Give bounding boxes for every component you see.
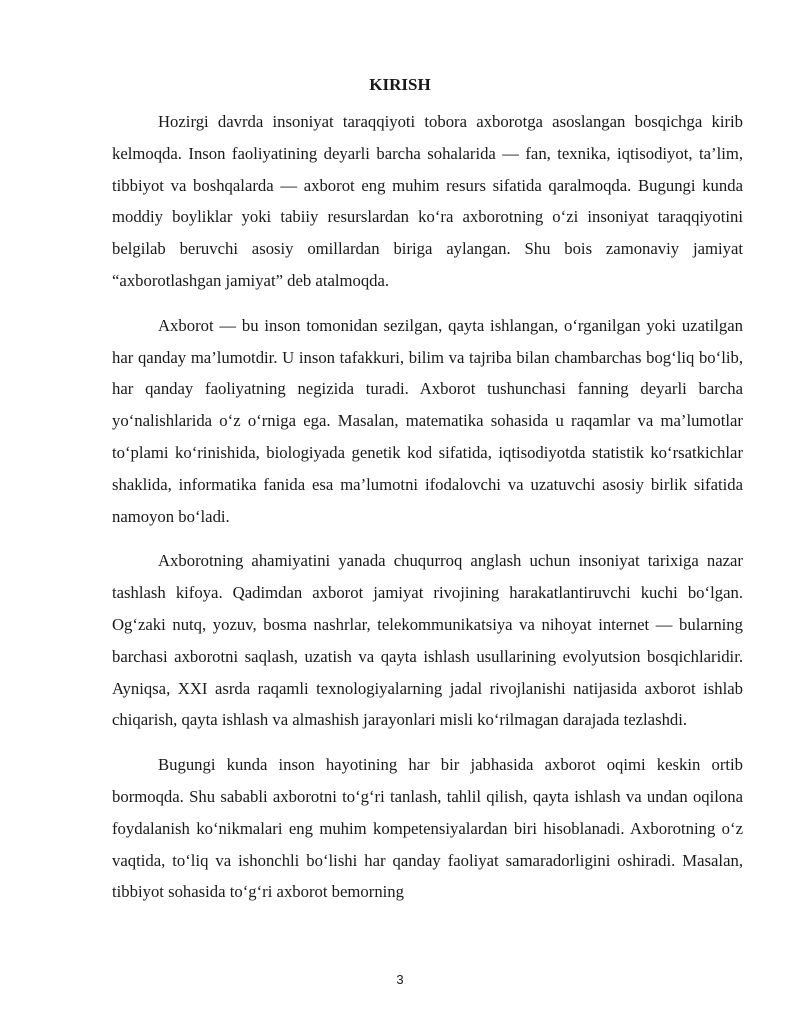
paragraph-4: Bugungi kunda inson hayotining har bir jabhasida axborot oqimi keskin ortib bormoqda. Shu sababli axborotni to‘g‘ri tanlash, tahlil qilish, qayta ishlash va undan oqilona foydalanish ko‘nikmalari eng muhim kompetensiyalardan biri hisoblanadi. Axborotning o‘z vaqtida, to‘liq va ishonchli bo‘lishi har qanday faoliyat samaradorligini oshiradi. Masalan, tibbiyot sohasida to‘g‘ri axborot bemorning <box>112 755 743 902</box>
paragraph-3: Axborotning ahamiyatini yanada chuqurroq anglash uchun insoniyat tarixiga nazar tashlash kifoya. Qadimdan axborot jamiyat rivojining harakatlantiruvchi kuchi bo‘lgan. Og‘zaki nutq, yozuv, bosma nashrlar, telekommunikatsiya va nihoyat internet — bularning barchasi axborotni saqlash, uzatish va qayta ishlash usullarining evolyutsion bosqichlaridir. Ayniqsa, XXI asrda raqamli texnologiyalarning jadal rivojlanishi natijasida axborot ishlab chiqarish, qayta ishlash va almashish jarayonlari misli ko‘rilmagan darajada tezlashdi. <box>112 551 743 730</box>
document-body <box>112 106 743 921</box>
paragraph-1: Hozirgi davrda insoniyat taraqqiyoti tobora axborotga asoslangan bosqichga kirib kelmoqda. Inson faoliyatining deyarli barcha sohalarida — fan, texnika, iqtisodiyot, ta’lim, tibbiyot va boshqalarda — axborot eng muhim resurs sifatida qaralmoqda. Bugungi kunda moddiy boyliklar yoki tabiiy resurslardan ko‘ra axborotning o‘zi insoniyat taraqqiyotini belgilab beruvchi asosiy omillardan biriga aylangan. Shu bois zamonaviy jamiyat “axborotlashgan jamiyat” deb atalmoqda. <box>112 112 743 290</box>
page-number: 3 <box>396 972 404 987</box>
paragraph-2: Axborot — bu inson tomonidan sezilgan, qayta ishlangan, o‘rganilgan yoki uzatilgan har qanday ma’lumotdir. U inson tafakkuri, bilim va tajriba bilan chambarchas bog‘liq bo‘lib, har qanday faoliyatning negizida turadi. Axborot tushunchasi fanning deyarli barcha yo‘nalishlarida o‘z o‘rniga ega. Masalan, matematika sohasida u raqamlar va ma’lumotlar to‘plami ko‘rinishida, biologiyada genetik kod sifatida, iqtisodiyotda statistik ko‘rsatkichlar shaklida, informatika fanida esa ma’lumotni ifodalovchi va uzatuvchi asosiy birlik sifatida namoyon bo‘ladi. <box>112 315 743 526</box>
page-title: KIRISH <box>369 75 431 94</box>
